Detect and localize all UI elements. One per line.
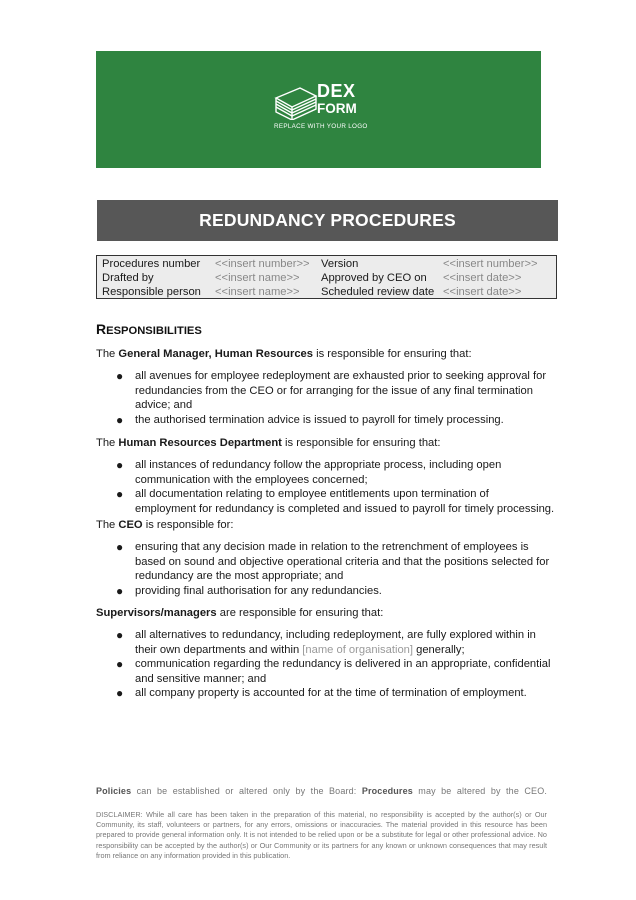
heading-rest: ESPONSIBILITIES	[106, 325, 202, 337]
bullet-icon: ●	[116, 369, 124, 383]
bullet-icon: ●	[116, 487, 124, 501]
ceo-intro: The CEO is responsible for:	[96, 519, 234, 531]
logo-tagline: REPLACE WITH YOUR LOGO	[274, 123, 368, 130]
list-item: ensuring that any decision made in relation to the retrenchment of employees is based on sound and objective operational criteria and that the positions selected for redundancy are the most appropriate; and	[135, 541, 550, 583]
info-value: <<insert number>>	[443, 258, 538, 270]
info-value: <<insert date>>	[443, 286, 522, 298]
list-item: all avenues for employee redeployment are exhausted prior to seeking approval for redundancies from the CEO or for arranging for the issue of any final termination advice; and	[135, 370, 547, 412]
info-label: Drafted by	[102, 272, 154, 284]
list-item: all alternatives to redundancy, including redeployment, are fully explored within in their own departments and within [name of organisation] generally;	[135, 629, 536, 656]
info-table	[96, 255, 557, 299]
list-item: providing final authorisation for any redundancies.	[135, 585, 382, 597]
info-value: <<insert name>>	[215, 272, 300, 284]
info-value: <<insert date>>	[443, 272, 522, 284]
heading-initial: R	[96, 321, 107, 337]
list-item: the authorised termination advice is issued to payroll for timely processing.	[135, 414, 504, 426]
info-label: Responsible person	[102, 286, 201, 298]
organisation-placeholder: [name of organisation]	[302, 643, 413, 656]
supervisors-intro: Supervisors/managers are responsible for ensuring that:	[96, 607, 384, 619]
policies-note: Policies can be established or altered only by the Board: Procedures may be altered by the CEO.	[96, 786, 548, 796]
logo-wordmark	[317, 83, 357, 117]
bullet-icon: ●	[116, 458, 124, 472]
stacked-papers-icon	[274, 84, 318, 120]
disclaimer: DISCLAIMER: While all care has been taken in the preparation of this material, no responsibility is accepted by the author(s) or Our Community, its staff, volunteers or partners, for any errors, omissions or inaccuracies. The material provided in this resource has been prepared to provide general information only. It is not intended to be relied upon or be a substitute for legal or other professional advice. No responsibility can be accepted by the author(s) or Our Community or its partners for any known or unknown consequences that may result from reliance on any information provided in this publication.	[96, 810, 547, 860]
info-label: Scheduled review date	[321, 286, 435, 298]
section-heading	[96, 321, 202, 337]
info-label: Version	[321, 258, 359, 270]
gm-intro: The General Manager, Human Resources is responsible for ensuring that:	[96, 348, 472, 360]
document-title: REDUNDANCY PROCEDURES	[97, 200, 558, 241]
list-item: all company property is accounted for at the time of termination of employment.	[135, 687, 527, 699]
hr-intro: The Human Resources Department is responsible for ensuring that:	[96, 437, 441, 449]
bullet-icon: ●	[116, 657, 124, 671]
list-item: all instances of redundancy follow the appropriate process, including open communication with the employees concerned;	[135, 459, 502, 486]
info-label: Procedures number	[102, 258, 201, 270]
bullet-icon: ●	[116, 413, 124, 427]
info-label: Approved by CEO on	[321, 272, 427, 284]
bullet-icon: ●	[116, 584, 124, 598]
info-value: <<insert name>>	[215, 286, 300, 298]
logo-banner	[96, 51, 541, 168]
info-value: <<insert number>>	[215, 258, 310, 270]
bullet-icon: ●	[116, 686, 124, 700]
list-item: communication regarding the redundancy is delivered in an appropriate, confidential and sensitive manner; and	[135, 658, 551, 685]
bullet-icon: ●	[116, 540, 124, 554]
list-item: all documentation relating to employee entitlements upon termination of employment for redundancy is completed and issued to payroll for timely processing.	[135, 488, 555, 515]
logo-line1: DEX	[317, 81, 356, 101]
logo-line2: FORM	[317, 101, 357, 116]
bullet-icon: ●	[116, 628, 124, 642]
